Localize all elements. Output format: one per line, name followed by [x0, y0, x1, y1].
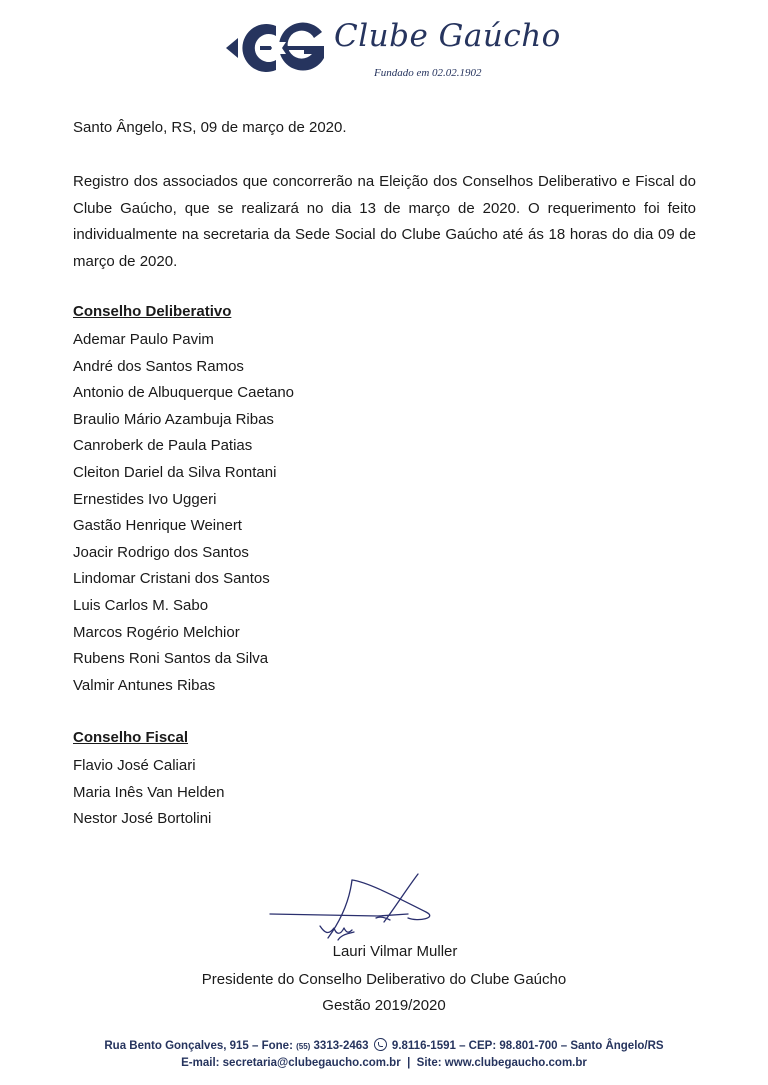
list-item: André dos Santos Ramos — [73, 357, 244, 375]
footer-area-code: (55) — [296, 1042, 311, 1051]
list-item: Nestor José Bortolini — [73, 810, 212, 828]
letter-date: Santo Ângelo, RS, 09 de março de 2020. — [73, 119, 347, 136]
footer-address-part1: Rua Bento Gonçalves, 915 – Fone: — [104, 1040, 297, 1052]
list-item: Gastão Henrique Weinert — [73, 517, 242, 535]
list-item: Marcos Rogério Melchior — [73, 623, 240, 641]
footer-address-part2: 9.8116-1591 – CEP: 98.801-700 – Santo Ângelo/RS — [388, 1040, 664, 1052]
cg-monogram-logo-icon — [224, 12, 334, 84]
list-item: Cleiton Dariel da Silva Rontani — [73, 463, 277, 481]
list-item: Ademar Paulo Pavim — [73, 331, 214, 348]
list-item: Canroberk de Paula Patias — [73, 437, 253, 455]
club-logo — [224, 12, 561, 84]
list-item: Antonio de Albuquerque Caetano — [73, 384, 295, 402]
whatsapp-icon — [374, 1038, 387, 1051]
list-item: Braulio Mário Azambuja Ribas — [73, 410, 274, 428]
club-name: Clube Gaúcho — [334, 18, 561, 54]
fiscal-members-list — [73, 753, 224, 833]
list-item: Maria Inês Van Helden — [73, 783, 225, 801]
list-item: Lindomar Cristani dos Santos — [73, 570, 270, 588]
founded-date: Fundado em 02.02.1902 — [374, 67, 482, 79]
signatory-name: Lauri Vilmar Muller — [332, 943, 458, 960]
intro-paragraph: Registro dos associados que concorrerão na Eleição dos Conselhos Deliberativo e Fiscal do Clube Gaúcho, que se realizará no dia 13 de março de 2020. O requerimento foi feito individualmente na secretaria da Sede Social do Clube Gaúcho até ás 18 horas do dia 09 de março de 2020. — [73, 173, 696, 270]
signatory-role: Presidente do Conselho Deliberativo do Clube Gaúcho — [201, 971, 567, 988]
footer-address — [0, 1038, 768, 1052]
list-item: Valmir Antunes Ribas — [73, 676, 216, 694]
handwritten-signature — [268, 872, 458, 952]
list-item: Flavio José Caliari — [73, 757, 196, 774]
deliberativo-members-list — [73, 327, 294, 699]
section-title-fiscal: Conselho Fiscal — [73, 729, 189, 746]
signatory-term: Gestão 2019/2020 — [322, 997, 446, 1014]
footer-phone: 3313-2463 — [310, 1040, 372, 1052]
list-item: Luis Carlos M. Sabo — [73, 596, 209, 614]
list-item: Ernestides Ivo Uggeri — [73, 490, 217, 508]
list-item: Joacir Rodrigo dos Santos — [73, 543, 249, 561]
list-item: Rubens Roni Santos da Silva — [73, 650, 269, 668]
footer-contact: E-mail: secretaria@clubegaucho.com.br | Site: www.clubegaucho.com.br — [181, 1057, 587, 1069]
section-title-deliberativo: Conselho Deliberativo — [73, 303, 232, 320]
